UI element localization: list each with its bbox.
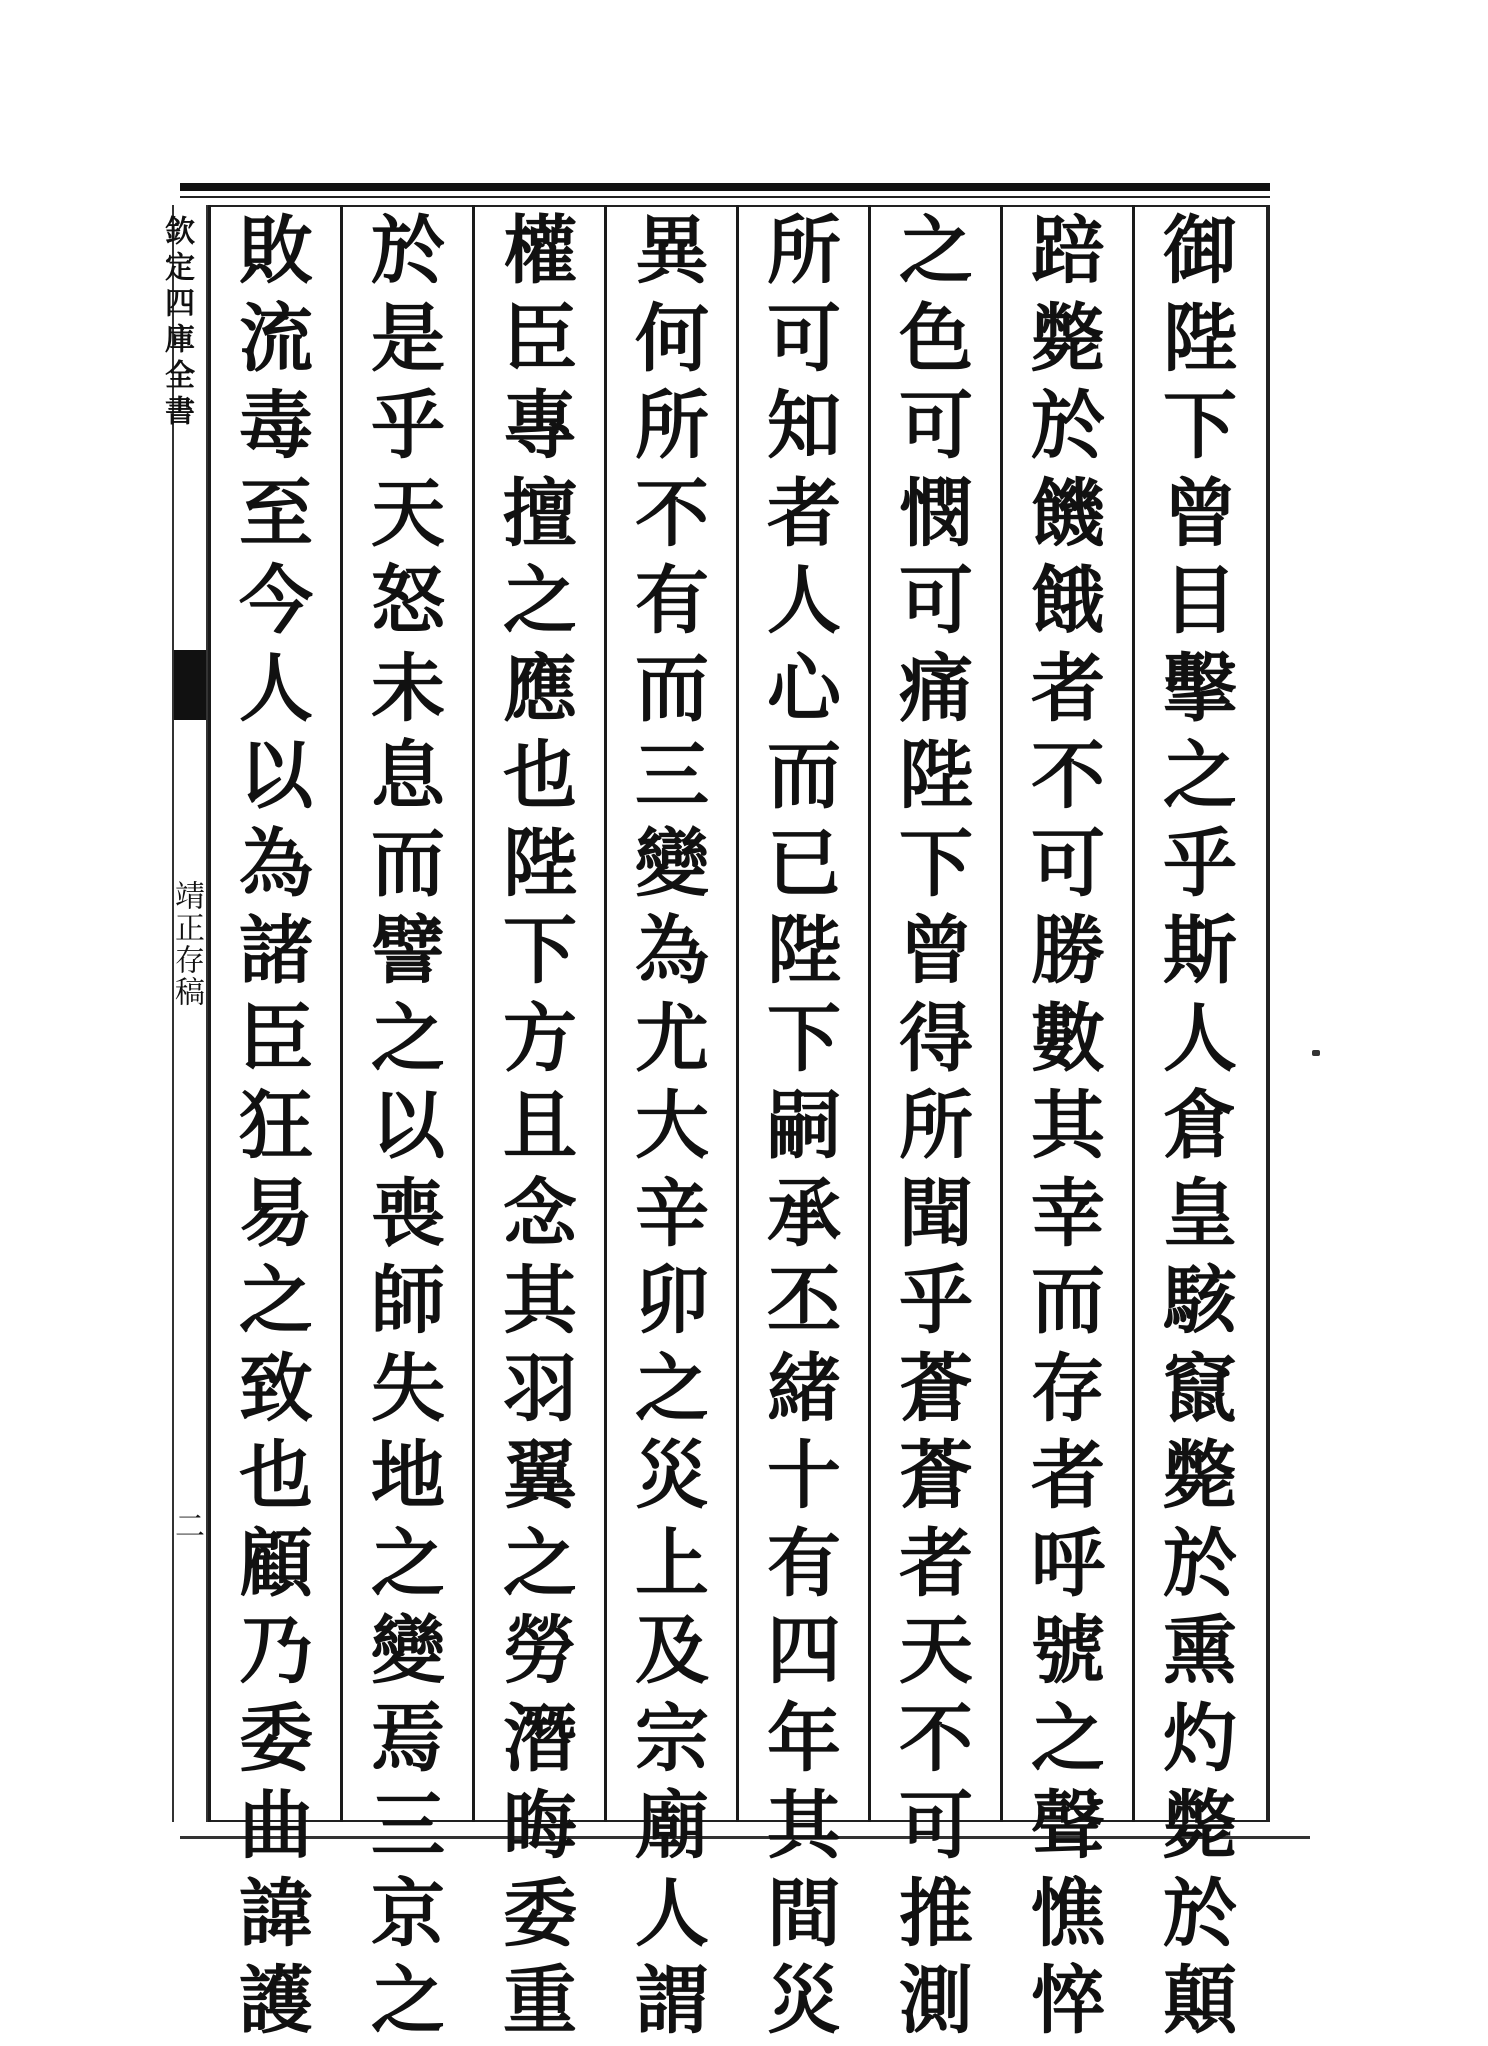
character: 變 [635, 820, 709, 907]
character: 天 [371, 470, 445, 557]
character: 之 [503, 558, 577, 644]
character: 踣 [1031, 208, 1105, 294]
character: 陛 [767, 908, 841, 994]
character: 顧 [239, 1520, 313, 1607]
character: 下 [1163, 383, 1237, 469]
character: 悴 [1031, 1958, 1105, 2044]
character: 之 [239, 1258, 313, 1344]
character: 於 [1031, 383, 1105, 469]
character: 於 [1163, 1870, 1237, 1957]
character: 狂 [239, 1083, 313, 1169]
character: 饑 [1031, 470, 1105, 557]
character: 有 [767, 1520, 841, 1607]
character: 下 [503, 908, 577, 994]
character: 四 [767, 1608, 841, 1694]
character: 至 [239, 470, 313, 557]
character: 謂 [635, 1958, 709, 2044]
character: 聞 [899, 1170, 973, 1257]
text-column-8 [211, 208, 341, 2044]
spine-collection-title: 欽定四庫全書 [159, 215, 194, 431]
character: 間 [767, 1870, 841, 1957]
character: 皇 [1163, 1170, 1237, 1257]
text-column-7 [343, 208, 473, 2044]
character: 之 [371, 1520, 445, 1607]
character: 斃 [1163, 1433, 1237, 1519]
character: 而 [1031, 1258, 1105, 1344]
character: 竄 [1163, 1345, 1237, 1432]
character: 變 [371, 1608, 445, 1694]
spine-fish-tail-mark [174, 650, 206, 720]
character: 也 [503, 733, 577, 819]
character: 所 [635, 383, 709, 469]
character: 天 [899, 1608, 973, 1694]
character: 重 [503, 1958, 577, 2044]
character: 晦 [503, 1783, 577, 1869]
character: 擊 [1163, 645, 1237, 732]
character: 以 [371, 1083, 445, 1169]
character: 斯 [1163, 908, 1237, 994]
character: 不 [635, 470, 709, 557]
character: 毒 [239, 383, 313, 469]
character: 護 [239, 1958, 313, 2044]
character: 臣 [239, 995, 313, 1082]
character: 者 [1031, 645, 1105, 732]
character: 其 [1031, 1083, 1105, 1169]
character: 專 [503, 383, 577, 469]
character: 辛 [635, 1170, 709, 1257]
character: 陛 [899, 733, 973, 819]
character: 未 [371, 645, 445, 732]
character: 上 [635, 1520, 709, 1607]
character: 且 [503, 1083, 577, 1169]
character: 者 [767, 470, 841, 557]
character: 於 [1163, 1520, 1237, 1607]
character: 而 [371, 820, 445, 907]
text-column-5 [607, 208, 737, 2044]
character: 潛 [503, 1695, 577, 1782]
character: 駭 [1163, 1258, 1237, 1344]
character: 三 [371, 1783, 445, 1869]
character: 致 [239, 1345, 313, 1432]
character: 於 [371, 208, 445, 294]
frame-right-border [1266, 205, 1270, 1822]
character: 焉 [371, 1695, 445, 1782]
character: 災 [635, 1433, 709, 1519]
ink-speck [1312, 1050, 1320, 1056]
character: 存 [1031, 1345, 1105, 1432]
character: 念 [503, 1170, 577, 1257]
character: 敗 [239, 208, 313, 294]
character: 災 [767, 1958, 841, 2044]
character: 人 [1163, 995, 1237, 1082]
character: 師 [371, 1258, 445, 1344]
character: 人 [635, 1870, 709, 1957]
character: 已 [767, 820, 841, 907]
character: 斃 [1163, 1783, 1237, 1869]
character: 可 [1031, 820, 1105, 907]
character: 應 [503, 645, 577, 732]
character: 廟 [635, 1783, 709, 1869]
top-border-thin [180, 196, 1270, 198]
character: 所 [899, 1083, 973, 1169]
character: 勝 [1031, 908, 1105, 994]
character: 測 [899, 1958, 973, 2044]
character: 得 [899, 995, 973, 1082]
character: 而 [767, 733, 841, 819]
character: 者 [899, 1520, 973, 1607]
character: 可 [767, 295, 841, 382]
character: 而 [635, 645, 709, 732]
character: 憫 [899, 470, 973, 557]
character: 人 [239, 645, 313, 732]
character: 知 [767, 383, 841, 469]
character: 所 [767, 208, 841, 294]
character: 聲 [1031, 1783, 1105, 1869]
character: 熏 [1163, 1608, 1237, 1694]
character: 曲 [239, 1783, 313, 1869]
character: 諱 [239, 1870, 313, 1957]
character: 倉 [1163, 1083, 1237, 1169]
character: 曾 [899, 908, 973, 994]
character: 者 [1031, 1433, 1105, 1519]
character: 方 [503, 995, 577, 1082]
character: 也 [239, 1433, 313, 1519]
character: 是 [371, 295, 445, 382]
character: 地 [371, 1433, 445, 1519]
character: 權 [503, 208, 577, 294]
character: 擅 [503, 470, 577, 557]
character: 蒼 [899, 1345, 973, 1432]
character: 流 [239, 295, 313, 382]
character: 委 [239, 1695, 313, 1782]
character: 下 [899, 820, 973, 907]
character: 宗 [635, 1695, 709, 1782]
character: 失 [371, 1345, 445, 1432]
character: 緒 [767, 1345, 841, 1432]
character: 羽 [503, 1345, 577, 1432]
text-column-2 [1003, 208, 1133, 2044]
character: 臣 [503, 295, 577, 382]
character: 異 [635, 208, 709, 294]
character: 陛 [1163, 295, 1237, 382]
character: 乎 [1163, 820, 1237, 907]
text-column-3 [871, 208, 1001, 2044]
character: 委 [503, 1870, 577, 1957]
character: 推 [899, 1870, 973, 1957]
character: 乎 [371, 383, 445, 469]
character: 痛 [899, 645, 973, 732]
character: 灼 [1163, 1695, 1237, 1782]
character: 之 [635, 1345, 709, 1432]
character: 色 [899, 295, 973, 382]
character: 心 [767, 645, 841, 732]
character: 憔 [1031, 1870, 1105, 1957]
character: 之 [371, 1958, 445, 2044]
character: 不 [1031, 733, 1105, 819]
character: 不 [899, 1695, 973, 1782]
character: 之 [503, 1520, 577, 1607]
character: 可 [899, 558, 973, 644]
character: 陛 [503, 820, 577, 907]
character: 人 [767, 558, 841, 644]
character: 譬 [371, 908, 445, 994]
character: 乎 [899, 1258, 973, 1344]
character: 三 [635, 733, 709, 819]
character: 有 [635, 558, 709, 644]
character: 可 [899, 383, 973, 469]
character: 今 [239, 558, 313, 644]
character: 呼 [1031, 1520, 1105, 1607]
character: 為 [239, 820, 313, 907]
character: 顛 [1163, 1958, 1237, 2044]
character: 怒 [371, 558, 445, 644]
character: 之 [1163, 733, 1237, 819]
character: 蒼 [899, 1433, 973, 1519]
spine-page-number: 二 [169, 1510, 204, 1540]
character: 丕 [767, 1258, 841, 1344]
top-border-thick [180, 183, 1270, 191]
character: 之 [899, 208, 973, 294]
character: 號 [1031, 1608, 1105, 1694]
character: 為 [635, 908, 709, 994]
character: 息 [371, 733, 445, 819]
character: 年 [767, 1695, 841, 1782]
character: 尤 [635, 995, 709, 1082]
character: 幸 [1031, 1170, 1105, 1257]
character: 諸 [239, 908, 313, 994]
character: 乃 [239, 1608, 313, 1694]
character: 餓 [1031, 558, 1105, 644]
character: 之 [371, 995, 445, 1082]
character: 曾 [1163, 470, 1237, 557]
character: 易 [239, 1170, 313, 1257]
spine-margin [159, 205, 208, 1822]
character: 勞 [503, 1608, 577, 1694]
text-column-4 [739, 208, 869, 2044]
character: 數 [1031, 995, 1105, 1082]
character: 嗣 [767, 1083, 841, 1169]
text-column-1 [1135, 208, 1265, 2044]
character: 目 [1163, 558, 1237, 644]
text-column-6 [475, 208, 605, 2044]
character: 喪 [371, 1170, 445, 1257]
character: 及 [635, 1608, 709, 1694]
character: 承 [767, 1170, 841, 1257]
character: 大 [635, 1083, 709, 1169]
character: 可 [899, 1783, 973, 1869]
character: 卯 [635, 1258, 709, 1344]
character: 何 [635, 295, 709, 382]
character: 京 [371, 1870, 445, 1957]
character: 其 [767, 1783, 841, 1869]
character: 之 [1031, 1695, 1105, 1782]
character: 以 [239, 733, 313, 819]
character: 下 [767, 995, 841, 1082]
character: 十 [767, 1433, 841, 1519]
character: 御 [1163, 208, 1237, 294]
character: 翼 [503, 1433, 577, 1519]
character: 其 [503, 1258, 577, 1344]
character: 斃 [1031, 295, 1105, 382]
spine-book-title: 靖正存稿 [169, 880, 204, 1008]
